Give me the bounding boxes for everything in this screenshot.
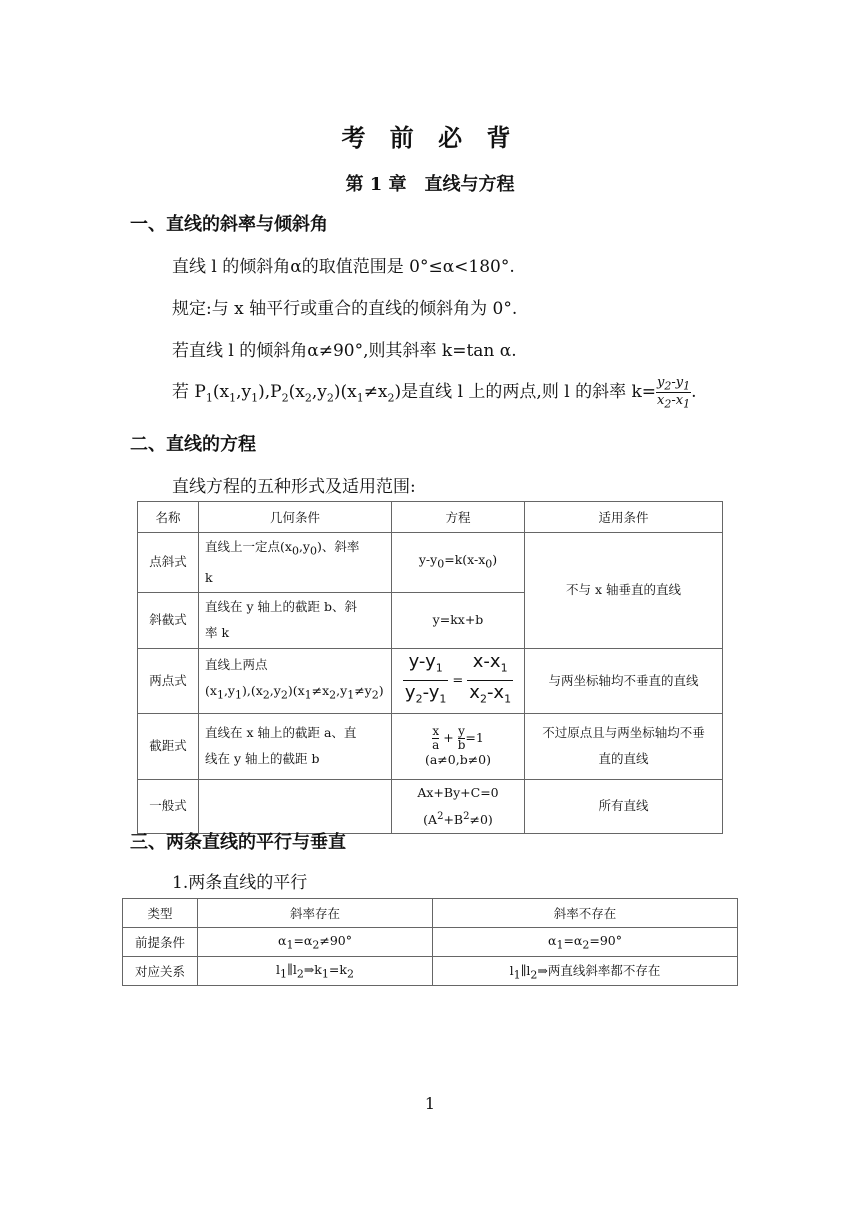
table-cell-merged: 不与 x 轴垂直的直线 xyxy=(525,533,723,649)
section1-line3: 若直线 l 的倾斜角α≠90°,则其斜率 k=tan α. xyxy=(172,341,517,361)
table-cell: 对应关系 xyxy=(123,957,198,986)
parallel-table xyxy=(122,898,738,986)
table-cell: 点斜式 xyxy=(138,533,199,593)
line-equation-table xyxy=(137,501,723,834)
table-cell: 所有直线 xyxy=(525,779,723,833)
table-cell: 斜截式 xyxy=(138,592,199,648)
section1-line2: 规定:与 x 轴平行或重合的直线的倾斜角为 0°. xyxy=(172,299,518,319)
table-cell: 两点式 xyxy=(138,648,199,713)
table-cell: 截距式 xyxy=(138,713,199,779)
slope-text: 是直线 l 上的两点,则 l 的斜率 k= xyxy=(401,382,657,403)
section1-line4: 若 $P_1(x_1,y_1),P_2(x_2,y_2)(x_1\ne x_2)$是直线 l 上的两点,则 l 的斜率 k= $\frac{y_2-y_1}{x_2-x_1}$ . xyxy=(172,375,697,411)
table-cell: 与两坐标轴均不垂直的直线 xyxy=(525,648,723,713)
table-cell: $l_1\parallel l_2\Rightarrow k_1=k_2$ xyxy=(198,957,433,986)
section1-heading: 一、直线的斜率与倾斜角 xyxy=(130,214,328,235)
table-cell: 直线上两点 $(x_1,y_1),(x_2,y_2)(x_1\ne x_2,y_1\ne y_2)$ xyxy=(199,648,392,713)
chapter-title: 第 1 章 直线与方程 xyxy=(345,174,515,195)
table-header: 类型 xyxy=(123,899,198,928)
table-header: 斜率存在 xyxy=(198,899,433,928)
table-cell: $\alpha_1=\alpha_2\ne 90^\circ$ xyxy=(198,928,433,957)
table-cell: 不过原点且与两坐标轴均不垂 直的直线 xyxy=(525,713,723,779)
general-equation: Ax+By+C=0 $(A^2+B^2\ne 0)$ xyxy=(392,779,525,833)
table-cell xyxy=(199,779,392,833)
section2-intro: 直线方程的五种形式及适用范围: xyxy=(172,477,416,497)
table-cell: $l_1\parallel l_2\Rightarrow$两直线斜率都不存在 xyxy=(433,957,738,986)
two-point-equation: $\frac{y-y_1}{y_2-y_1}$ = $\frac{x-x_1}{x_2-x_1}$ xyxy=(392,648,525,713)
table-cell: 直线在 x 轴上的截距 a、直 线在 y 轴上的截距 b xyxy=(199,713,392,779)
table-cell: $y-y_0=k(x-x_0)$ xyxy=(392,533,525,593)
section1-line1: 直线 l 的倾斜角α的取值范围是 0°≤α<180°. xyxy=(172,257,515,277)
section3-heading: 三、两条直线的平行与垂直 xyxy=(130,832,346,853)
table-header: 几何条件 xyxy=(199,502,392,533)
table-cell: $\alpha_1=\alpha_2=90^\circ$ xyxy=(433,928,738,957)
intercept-equation: $\frac{x}{a}$ + $\frac{y}{b}$ =1 (a≠0,b≠0) xyxy=(392,713,525,779)
table-header: 适用条件 xyxy=(525,502,723,533)
section2-heading: 二、直线的方程 xyxy=(130,434,256,455)
table-cell: 一般式 xyxy=(138,779,199,833)
table-header: 方程 xyxy=(392,502,525,533)
intercept-note: (a≠0,b≠0) xyxy=(424,751,492,767)
table-cell: y=kx+b xyxy=(392,592,525,648)
page-title: 考 前 必 背 xyxy=(341,123,519,152)
page-number: 1 xyxy=(424,1094,436,1113)
slope-fraction: $\frac{y_2-y_1}{x_2-x_1}$ xyxy=(657,375,691,411)
table-header: 名称 xyxy=(138,502,199,533)
table-header: 斜率不存在 xyxy=(433,899,738,928)
table-cell: 前提条件 xyxy=(123,928,198,957)
table-cell: 直线在 y 轴上的截距 b、斜 率 k xyxy=(199,592,392,648)
section3-sub1: 1.两条直线的平行 xyxy=(172,873,308,893)
table-cell: 直线上一定点$(x_0,y_0)$、斜率 k xyxy=(199,533,392,593)
